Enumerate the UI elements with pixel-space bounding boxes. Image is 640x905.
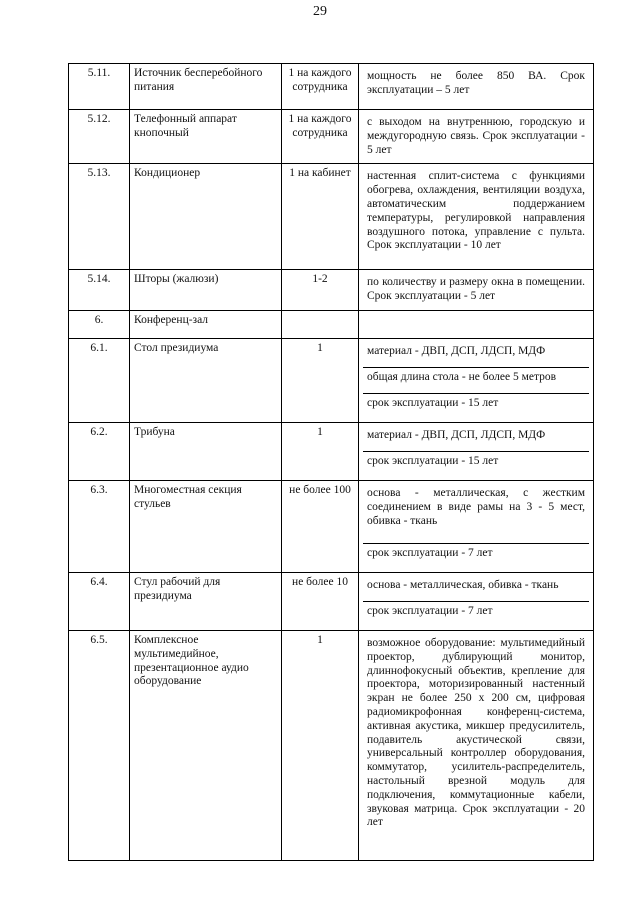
equipment-table	[68, 63, 594, 861]
item-number: 5.14.	[69, 270, 130, 311]
description-segment: срок эксплуатации - 15 лет	[363, 451, 589, 477]
item-number: 6.	[69, 310, 130, 338]
description-segment: срок эксплуатации - 7 лет	[363, 543, 589, 569]
item-number: 6.3.	[69, 480, 130, 572]
table-row	[69, 310, 594, 338]
item-description	[359, 338, 594, 422]
item-description	[359, 630, 594, 860]
item-description	[359, 64, 594, 110]
table-row	[69, 572, 594, 630]
item-number: 5.11.	[69, 64, 130, 110]
description-segment: основа - металлическая, обивка - ткань	[367, 578, 559, 591]
table-row	[69, 630, 594, 860]
item-quantity: 1-2	[282, 270, 359, 311]
description-segment: основа - металлическая, с жестким соединением в виде рамы на 3 - 5 мест, обивка - ткань	[367, 486, 585, 527]
item-number: 6.1.	[69, 338, 130, 422]
item-name: Конференц-зал	[130, 310, 282, 338]
description-segment: настенная сплит-система с функциями обогрева, охлаждения, вентиляции воздуха, автоматическим поддержанием температуры, регулировкой направления воздушного потока, управление с пульта. Срок эксплуатации - 10 лет	[367, 170, 585, 252]
item-description	[359, 480, 594, 572]
item-description	[359, 164, 594, 270]
item-name: Телефонный аппарат кнопочный	[130, 110, 282, 164]
item-description	[359, 422, 594, 480]
description-segment: возможное оборудование: мультимедийный проектор, дублирующий монитор, длиннофокусный объектив, крепление для проектора, моторизированный настенный экран не более 250 х 200 см, цифровая радиомикрофонная конференц-система, активная акустика, микшер предусилитель, подавитель акустической связи, универсальный контроллер оборудования, коммутатор, усилитель-распределитель, настольный врезной модуль для подключения, коммутационные кабели, звуковая матрица. Срок эксплуатации - 20 лет	[367, 636, 585, 829]
item-number: 5.12.	[69, 110, 130, 164]
description-segment: срок эксплуатации - 7 лет	[363, 601, 589, 627]
item-quantity: не более 10	[282, 572, 359, 630]
item-name: Комплексное мультимедийное, презентационное аудио оборудование	[130, 630, 282, 860]
item-quantity: 1 на каждого сотрудника	[282, 110, 359, 164]
item-number: 5.13.	[69, 164, 130, 270]
item-name: Стул рабочий для президиума	[130, 572, 282, 630]
item-name: Источник бесперебойного питания	[130, 64, 282, 110]
page-number: 29	[313, 4, 327, 19]
item-name: Трибуна	[130, 422, 282, 480]
table-row	[69, 164, 594, 270]
item-number: 6.2.	[69, 422, 130, 480]
item-name: Стол президиума	[130, 338, 282, 422]
item-quantity: 1	[282, 630, 359, 860]
item-description	[359, 572, 594, 630]
item-quantity: не более 100	[282, 480, 359, 572]
item-number: 6.4.	[69, 572, 130, 630]
description-segment	[363, 314, 589, 320]
item-name: Шторы (жалюзи)	[130, 270, 282, 311]
description-segment: общая длина стола - не более 5 метров	[363, 367, 589, 393]
table-row	[69, 270, 594, 311]
table-row	[69, 338, 594, 422]
item-name: Многоместная секция стульев	[130, 480, 282, 572]
description-segment: срок эксплуатации - 15 лет	[363, 393, 589, 419]
table-row	[69, 480, 594, 572]
description-segment: материал - ДВП, ДСП, ЛДСП, МДФ	[367, 344, 546, 357]
description-segment: с выходом на внутреннюю, городскую и междугородную связь. Срок эксплуатации - 5 лет	[367, 116, 585, 156]
item-description	[359, 270, 594, 311]
description-segment: мощность не более 850 ВА. Срок эксплуатации – 5 лет	[367, 70, 585, 96]
description-segment: по количеству и размеру окна в помещении. Срок эксплуатации - 5 лет	[367, 276, 585, 303]
table-row	[69, 422, 594, 480]
item-quantity: 1	[282, 338, 359, 422]
item-quantity: 1	[282, 422, 359, 480]
item-name: Кондиционер	[130, 164, 282, 270]
item-description	[359, 110, 594, 164]
item-description	[359, 310, 594, 338]
description-segment: материал - ДВП, ДСП, ЛДСП, МДФ	[367, 428, 546, 441]
table-row	[69, 110, 594, 164]
item-quantity: 1 на каждого сотрудника	[282, 64, 359, 110]
item-quantity: 1 на кабинет	[282, 164, 359, 270]
table-row	[69, 64, 594, 110]
item-number: 6.5.	[69, 630, 130, 860]
item-quantity	[282, 310, 359, 338]
